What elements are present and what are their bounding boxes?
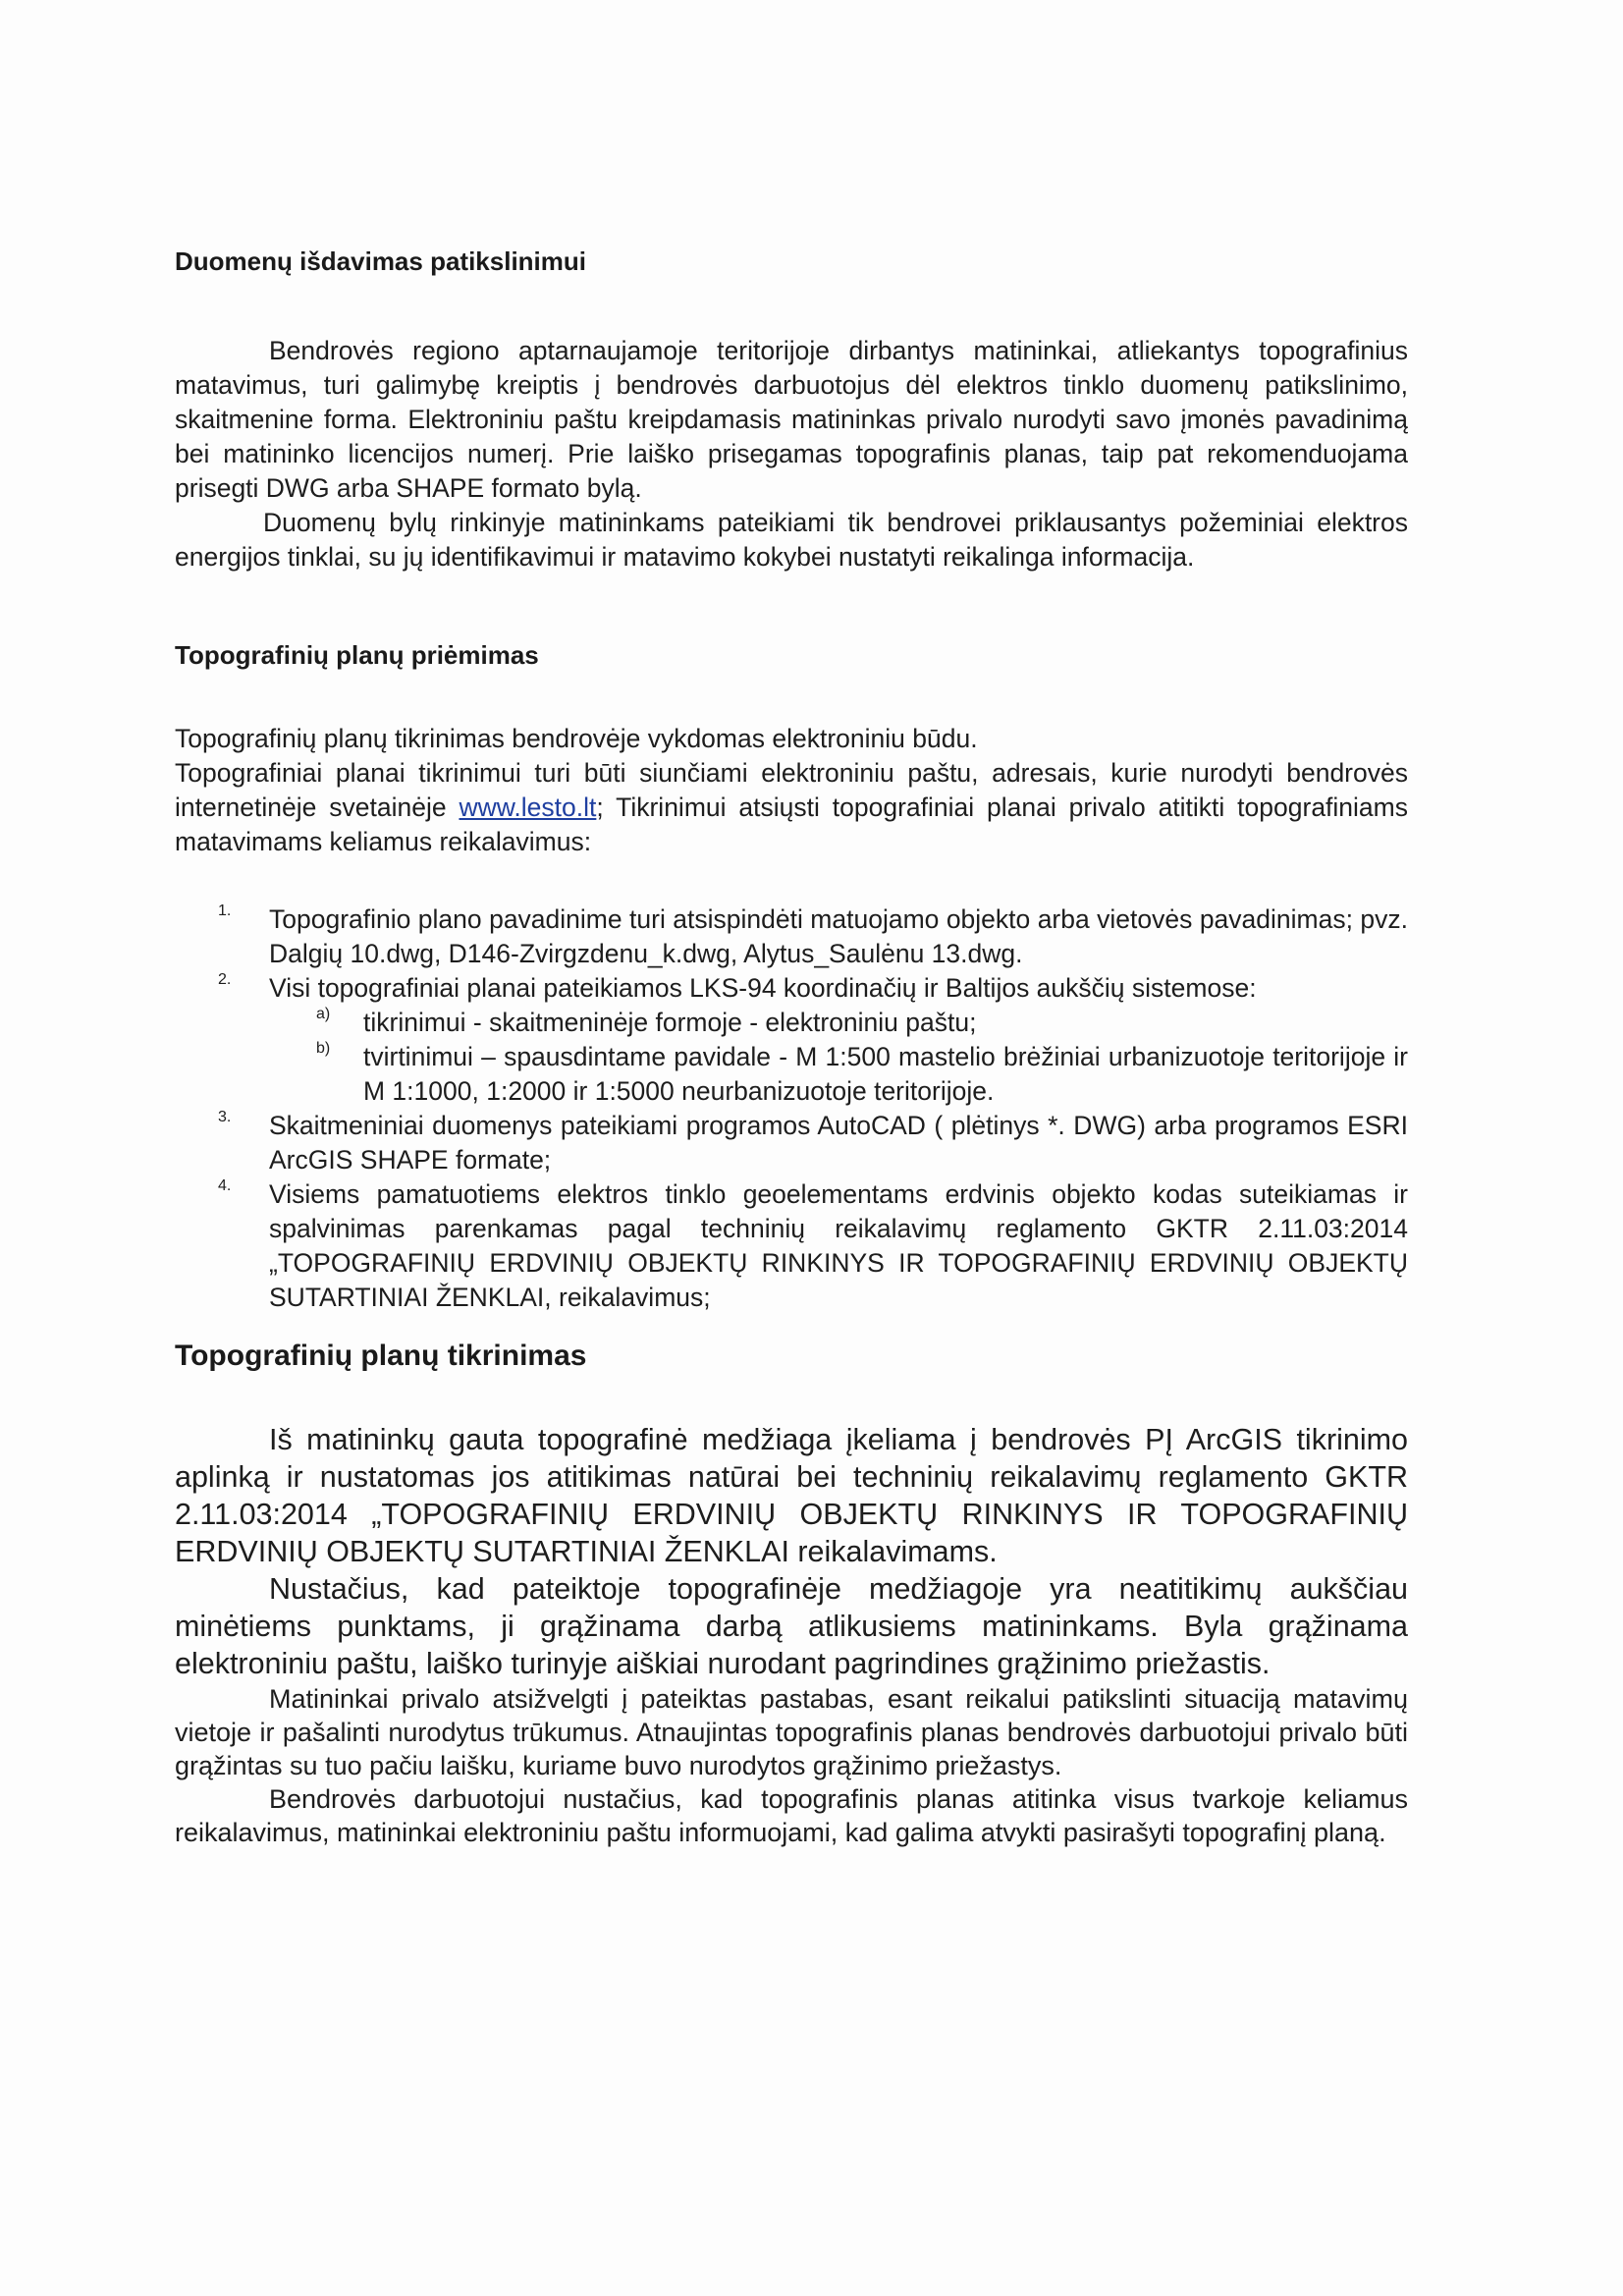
list-item-number: 2. (218, 971, 232, 988)
paragraph: Iš matininkų gauta topografinė medžiaga įkeliama į bendrovės PĮ ArcGIS tikrinimo aplinką ir nustatomas jos atitikimas natūrai bei techninių reikalavimų reglamento GKTR 2.11.03:2014 „TOPOGRAFINIŲ ERDVINIŲ OBJEKTŲ RINKINYS IR TOPOGRAFINIŲ ERDVINIŲ OBJEKTŲ SUTARTINIAI ŽENKLAI reikalavimams. (175, 1423, 1408, 1568)
paragraph: Matininkai privalo atsižvelgti į pateiktas pastabas, esant reikalui patikslinti situaciją matavimų vietoje ir pašalinti nurodytus trūkumus. Atnaujintas topografinis planas bendrovės darbuotojui privalo būti grąžintas su tuo pačiu laišku, kuriame buvo nurodytos grąžinimo priežastys. (175, 1684, 1408, 1780)
list-item (175, 902, 1408, 971)
paragraph: Nustačius, kad pateiktoje topografinėje medžiagoje yra neatitikimų aukščiau minėtiems punktams, ji grąžinama darbą atlikusiems matininkams. Byla grąžinama elektroniniu paštu, laiško turinyje aiškiai nurodant pagrindines grąžinimo priežastis. (175, 1572, 1408, 1680)
document-content (175, 246, 1408, 1849)
text-segment: ; Tikrinimui atsiųsti topografiniai planai privalo atitikti topografiniams matavimams keliamus reikalavimus: (175, 793, 1408, 856)
sub-list-text: tvirtinimui – spausdintame pavidale - M 1:500 mastelio brėžiniai urbanizuotoje teritorijoje ir M 1:1000, 1:2000 ir 1:5000 neurbanizuotoje teritorijoje. (363, 1042, 1408, 1106)
sub-list-label: b) (316, 1040, 331, 1057)
list-item-number: 4. (218, 1177, 232, 1194)
sub-list-item (269, 1006, 1408, 1040)
section-heading-data-issuance: Duomenų išdavimas patikslinimui (175, 246, 586, 276)
text-segment: Topografiniai planai tikrinimui turi būti siunčiami elektroniniu paštu, adresais, kurie nurodyti bendrovės internetinėje svetainėje (175, 758, 1408, 822)
section-heading-plan-checking: Topografinių planų tikrinimas (175, 1339, 587, 1372)
list-item-number: 1. (218, 902, 232, 919)
paragraph: Duomenų bylų rinkinyje matininkams pateikiami tik bendrovei priklausantys požeminiai elektros energijos tinklai, su jų identifikavimui ir matavimo kokybei nustatyti reikalinga informacija. (175, 508, 1408, 572)
list-item (175, 1109, 1408, 1177)
website-link[interactable]: www.lesto.lt (459, 793, 597, 822)
list-item-text: Skaitmeniniai duomenys pateikiami programos AutoCAD ( plėtinys *. DWG) arba programos ESRI ArcGIS SHAPE formate; (269, 1111, 1408, 1175)
sub-list (269, 1006, 1408, 1109)
paragraph: Bendrovės darbuotojui nustačius, kad topografinis planas atitinka visus tvarkoje keliamus reikalavimus, matininkai elektroniniu paštu informuojami, kad galima atvykti pasirašyti topografinį planą. (175, 1784, 1408, 1847)
paragraph (175, 756, 1408, 859)
section3-body-large (175, 1421, 1408, 1682)
sub-list-text: tikrinimui - skaitmeninėje formoje - elektroniniu paštu; (363, 1008, 977, 1037)
list-item-text: Visi topografiniai planai pateikiamos LKS-94 koordinačių ir Baltijos aukščių sistemose: (269, 973, 1257, 1003)
sub-list-label: a) (316, 1006, 331, 1022)
paragraph: Topografinių planų tikrinimas bendrovėje vykdomas elektroniniu būdu. (175, 724, 978, 753)
list-item-text: Topografinio plano pavadinime turi atsispindėti matuojamo objekto arba vietovės pavadinimas; pvz. Dalgių 10.dwg, D146-Zvirgzdenu_k.dwg, Alytus_Saulėnu 13.dwg. (269, 904, 1408, 968)
list-item-number: 3. (218, 1109, 232, 1125)
sub-list-item (269, 1040, 1408, 1109)
list-item (175, 971, 1408, 1109)
paragraph: Bendrovės regiono aptarnaujamoje teritorijoje dirbantys matininkai, atliekantys topografinius matavimus, turi galimybę kreiptis į bendrovės darbuotojus dėl elektros tinklo duomenų patikslinimo, skaitmenine forma. Elektroniniu paštu kreipdamasis matininkas privalo nurodyti savo įmonės pavadinimą bei matininko licencijos numerį. Prie laiško prisegamas topografinis planas, taip pat rekomenduojama prisegti DWG arba SHAPE formato bylą. (175, 336, 1408, 503)
list-item-text: Visiems pamatuotiems elektros tinklo geoelementams erdvinis objekto kodas suteikiamas ir spalvinimas parenkamas pagal techninių reikalavimų reglamento GKTR 2.11.03:2014 „TOPOGRAFINIŲ ERDVINIŲ OBJEKTŲ RINKINYS IR TOPOGRAFINIŲ ERDVINIŲ OBJEKTŲ SUTARTINIAI ŽENKLAI, reikalavimus; (269, 1179, 1408, 1312)
requirements-list (175, 902, 1408, 1315)
list-item (175, 1177, 1408, 1315)
section-heading-plan-acceptance: Topografinių planų priėmimas (175, 640, 539, 670)
section3-body (175, 1682, 1408, 1849)
